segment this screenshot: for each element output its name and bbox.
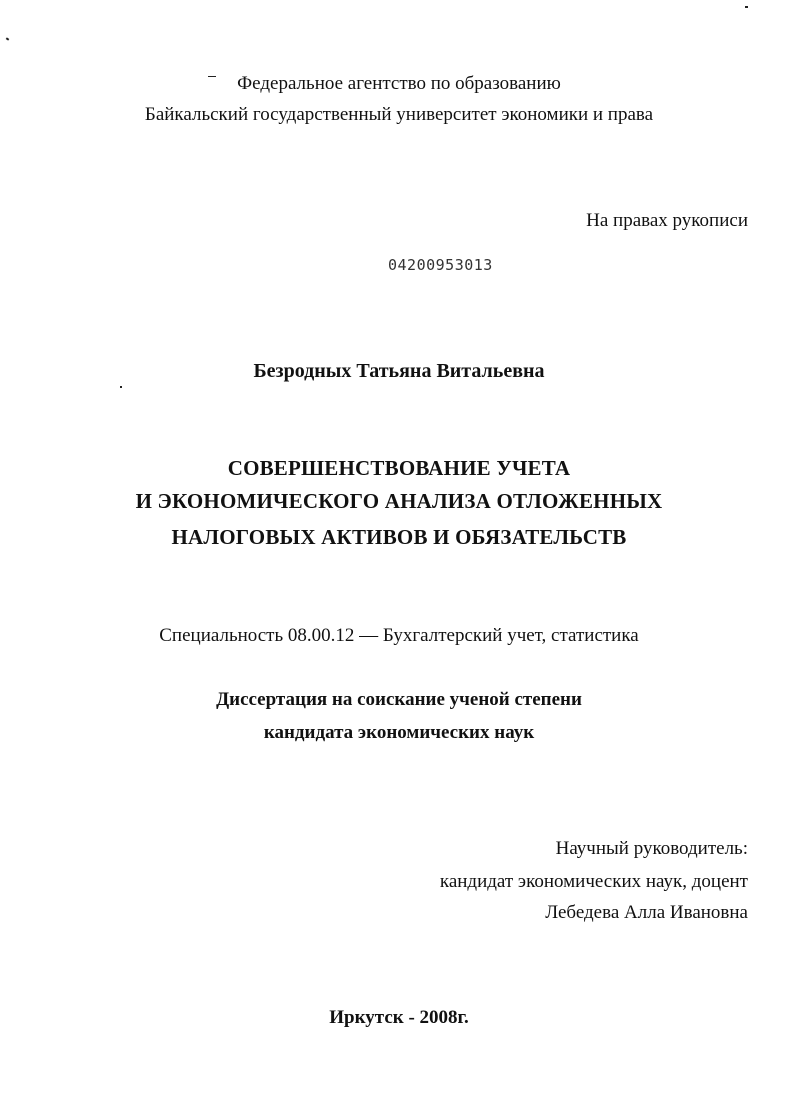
- supervisor-name: Лебедева Алла Ивановна: [545, 902, 748, 923]
- agency-line: Федеральное агентство по образованию: [237, 73, 561, 94]
- university-line: Байкальский государственный университет экономики и права: [144, 104, 654, 125]
- author-name: Безродных Татьяна Витальевна: [253, 360, 545, 382]
- scan-speck: [745, 6, 748, 8]
- title-line-2: И ЭКОНОМИЧЕСКОГО АНАЛИЗА ОТЛОЖЕННЫХ: [135, 489, 663, 513]
- scan-speck: [120, 386, 122, 388]
- library-stamp-number: 04200953013: [388, 256, 493, 274]
- specialty-line: Специальность 08.00.12 — Бухгалтерский учет, статистика: [159, 625, 639, 646]
- degree-line-2: кандидата экономических наук: [263, 722, 535, 743]
- degree-line-1: Диссертация на соискание ученой степени: [216, 689, 582, 710]
- scan-speck: [6, 37, 10, 40]
- place-year: Иркутск - 2008г.: [329, 1007, 469, 1028]
- rights-note: На правах рукописи: [586, 210, 748, 231]
- supervisor-label: Научный руководитель:: [555, 838, 748, 859]
- title-line-3: НАЛОГОВЫХ АКТИВОВ И ОБЯЗАТЕЛЬСТВ: [171, 525, 627, 549]
- title-line-1: СОВЕРШЕНСТВОВАНИЕ УЧЕТА: [227, 456, 571, 480]
- supervisor-degree: кандидат экономических наук, доцент: [439, 871, 748, 892]
